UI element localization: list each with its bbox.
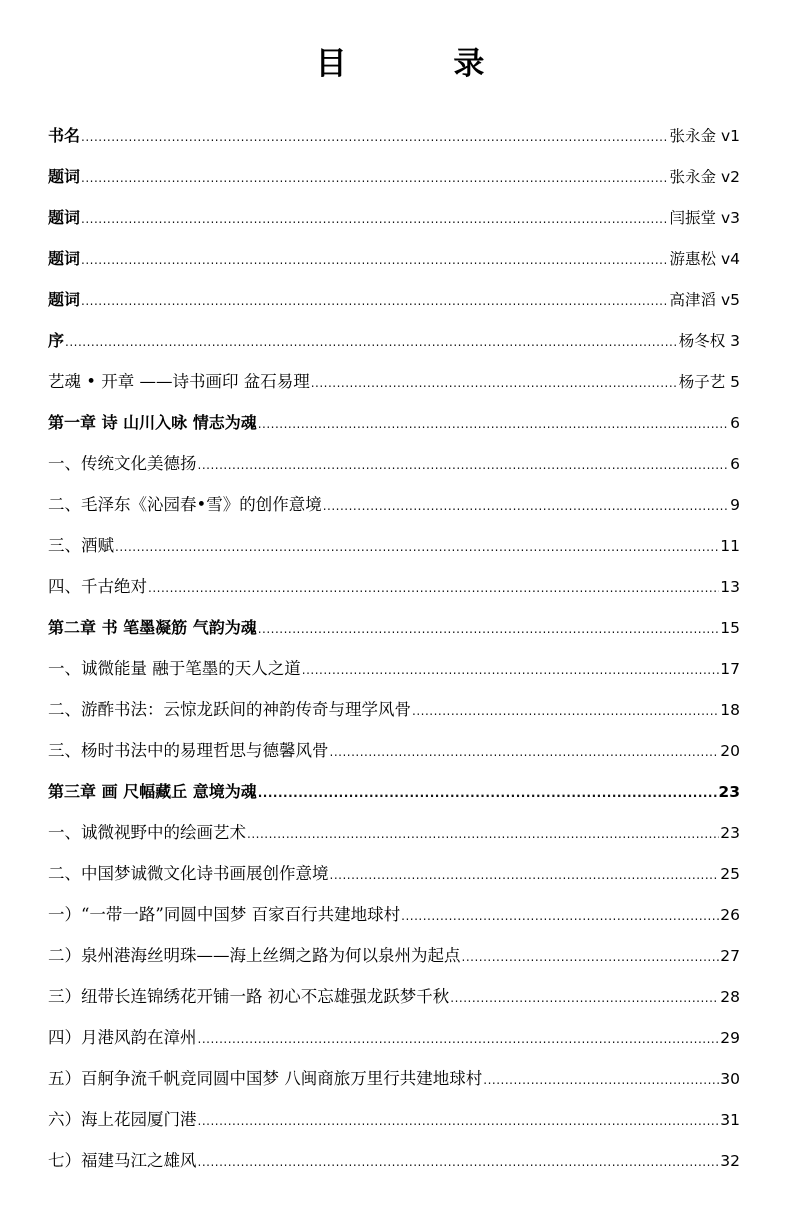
toc-dot-leader — [258, 404, 729, 445]
toc-entry[interactable] — [48, 730, 740, 771]
toc-entry-page: 15 — [720, 619, 740, 637]
toc-entry[interactable] — [48, 402, 740, 443]
toc-entry[interactable] — [48, 1140, 740, 1181]
toc-entry-title: 题词 — [48, 249, 81, 268]
toc-entry-title: 二、中国梦诚微文化诗书画展创作意境 — [48, 864, 329, 883]
toc-dot-leader — [148, 568, 719, 609]
toc-entry-title: 题词 — [48, 208, 81, 227]
toc-entry[interactable] — [48, 197, 740, 238]
toc-entry-title: 五）百舸争流千帆竞同圆中国梦 八闽商旅万里行共建地球村 — [48, 1069, 483, 1088]
toc-entry-page: 23 — [718, 783, 740, 801]
toc-entry[interactable] — [48, 1058, 740, 1099]
toc-entry[interactable] — [48, 976, 740, 1017]
toc-dot-leader — [330, 732, 720, 773]
toc-dot-leader — [258, 773, 718, 814]
toc-dot-leader — [115, 527, 719, 568]
toc-dot-leader — [81, 240, 669, 281]
toc-entry-title: 第二章 书 笔墨凝筋 气韵为魂 — [48, 618, 257, 637]
toc-entry-title: 三、杨时书法中的易理哲思与德馨风骨 — [48, 741, 329, 760]
toc-entry-title: 题词 — [48, 290, 81, 309]
toc-dot-leader — [462, 937, 720, 978]
toc-entry-page: 游惠松 v4 — [669, 250, 740, 268]
toc-entry-title: 一、诚微视野中的绘画艺术 — [48, 823, 246, 842]
toc-entry-page: 27 — [720, 947, 740, 965]
toc-entry[interactable] — [48, 484, 740, 525]
toc-entry-page: 9 — [730, 496, 740, 514]
toc-entry[interactable] — [48, 1017, 740, 1058]
toc-entry-page: 29 — [720, 1029, 740, 1047]
toc-entry-title: 六）海上花园厦门港 — [48, 1110, 197, 1129]
toc-entry-title: 艺魂 • 开章 ——诗书画印 盆石易理 — [48, 372, 310, 391]
toc-dot-leader — [198, 445, 730, 486]
toc-dot-leader — [311, 363, 678, 404]
toc-entry-page: 6 — [730, 455, 740, 473]
toc-entry-page: 17 — [720, 660, 740, 678]
toc-entry-page: 30 — [720, 1070, 740, 1088]
toc-entry-title: 二）泉州港海丝明珠——海上丝绸之路为何以泉州为起点 — [48, 946, 461, 965]
toc-entry-page: 杨子艺 5 — [678, 373, 740, 391]
toc-dot-leader — [81, 117, 669, 158]
toc-dot-leader — [247, 814, 719, 855]
toc-entry-title: 三）纽带长连锦绣花开铺一路 初心不忘雄强龙跃梦千秋 — [48, 987, 450, 1006]
toc-entry-title: 序 — [48, 331, 65, 350]
toc-entry[interactable] — [48, 279, 740, 320]
toc-entry-title: 二、游酢书法：云惊龙跃间的神韵传奇与理学风骨 — [48, 700, 411, 719]
toc-entry[interactable] — [48, 566, 740, 607]
toc-entry-page: 18 — [720, 701, 740, 719]
toc-entry[interactable] — [48, 156, 740, 197]
toc-dot-leader — [65, 322, 678, 363]
toc-dot-leader — [198, 1142, 720, 1183]
toc-dot-leader — [81, 199, 669, 240]
toc-entry-page: 张永金 v2 — [669, 168, 740, 186]
toc-entry-page: 张永金 v1 — [669, 127, 740, 145]
toc-entry[interactable] — [48, 320, 740, 361]
toc-entry[interactable] — [48, 689, 740, 730]
toc-entry-page: 6 — [730, 414, 740, 432]
toc-entry[interactable] — [48, 443, 740, 484]
toc-dot-leader — [323, 486, 729, 527]
toc-dot-leader — [450, 978, 719, 1019]
toc-entry-title: 一、诚微能量 融于笔墨的天人之道 — [48, 659, 301, 678]
toc-dot-leader — [401, 896, 719, 937]
toc-dot-leader — [412, 691, 719, 732]
toc-dot-leader — [198, 1101, 720, 1142]
toc-dot-leader — [81, 158, 669, 199]
toc-entry[interactable] — [48, 853, 740, 894]
toc-entry-title: 第三章 画 尺幅藏丘 意境为魂 — [48, 782, 257, 801]
toc-entry[interactable] — [48, 607, 740, 648]
toc-entry-page: 闫振堂 v3 — [669, 209, 740, 227]
toc-entry-title: 三、酒赋 — [48, 536, 114, 555]
toc-entry[interactable] — [48, 361, 740, 402]
toc-entry-title: 四、千古绝对 — [48, 577, 147, 596]
toc-entry-title: 题词 — [48, 167, 81, 186]
toc-entry-title: 一）“一带一路”同圆中国梦 百家百行共建地球村 — [48, 905, 401, 924]
toc-entry[interactable] — [48, 1099, 740, 1140]
toc-entry-title: 四）月港风韵在漳州 — [48, 1028, 197, 1047]
toc-entry-page: 25 — [720, 865, 740, 883]
toc-entry[interactable] — [48, 935, 740, 976]
table-of-contents — [48, 115, 740, 1181]
toc-entry-page: 20 — [720, 742, 740, 760]
toc-entry-page: 31 — [720, 1111, 740, 1129]
toc-dot-leader — [483, 1060, 719, 1101]
toc-entry[interactable] — [48, 894, 740, 935]
toc-dot-leader — [302, 650, 720, 691]
toc-entry-page: 11 — [720, 537, 740, 555]
toc-entry-page: 28 — [720, 988, 740, 1006]
toc-dot-leader — [330, 855, 720, 896]
toc-entry-title: 第一章 诗 山川入咏 情志为魂 — [48, 413, 257, 432]
toc-entry[interactable] — [48, 238, 740, 279]
toc-entry[interactable] — [48, 648, 740, 689]
toc-entry-page: 杨冬权 3 — [678, 332, 740, 350]
toc-entry[interactable] — [48, 525, 740, 566]
toc-dot-leader — [198, 1019, 720, 1060]
toc-entry-title: 一、传统文化美德扬 — [48, 454, 197, 473]
page-title: 目 录 — [315, 46, 533, 82]
toc-dot-leader — [81, 281, 669, 322]
toc-entry[interactable] — [48, 812, 740, 853]
toc-entry-title: 书名 — [48, 126, 81, 145]
toc-dot-leader — [258, 609, 720, 650]
toc-entry[interactable] — [48, 115, 740, 156]
toc-entry[interactable] — [48, 771, 740, 812]
toc-entry-page: 26 — [720, 906, 740, 924]
toc-entry-title: 七）福建马江之雄风 — [48, 1151, 197, 1170]
toc-entry-title: 二、毛泽东《沁园春•雪》的创作意境 — [48, 495, 322, 514]
toc-entry-page: 32 — [720, 1152, 740, 1170]
toc-entry-page: 23 — [720, 824, 740, 842]
toc-entry-page: 13 — [720, 578, 740, 596]
toc-entry-page: 高津滔 v5 — [669, 291, 740, 309]
